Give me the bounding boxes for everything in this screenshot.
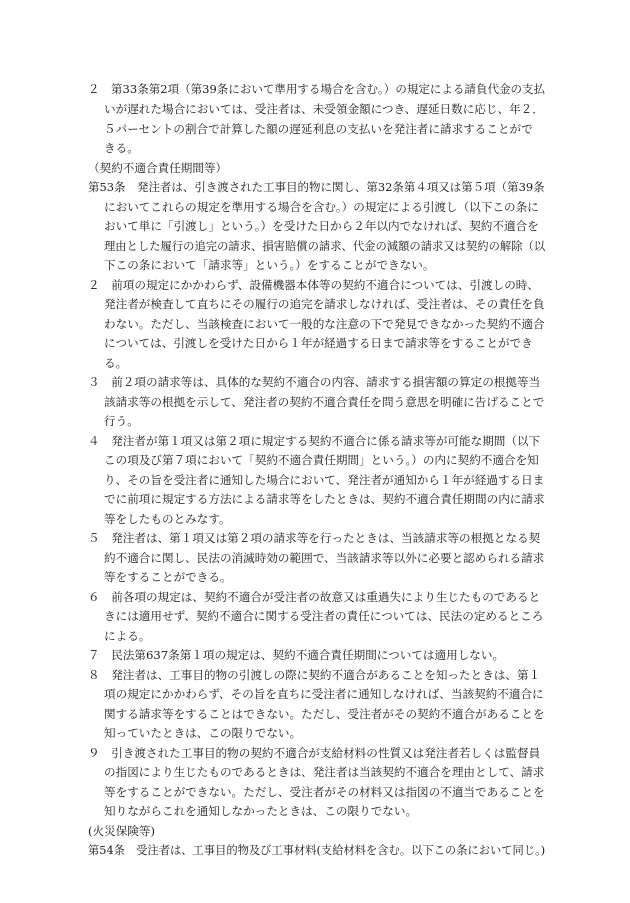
text-line: 理由とした履行の追完の請求、損害賠償の請求、代金の減額の請求又は契約の解除（以 — [104, 239, 546, 253]
text-line: ３ 前２項の請求等は、具体的な契約不適合の内容、請求する損害額の算定の根拠等当 — [88, 375, 541, 389]
article-heading-line: 第54条 受注者は、工事目的物及び工事材料(支給材料を含む。以下この条において同じ。) — [88, 843, 546, 857]
text-line: ６ 前各項の規定は、契約不適合が受注者の故意又は重過失により生じたものであると — [88, 590, 541, 604]
text-line: においてこれらの規定を準用する場合を含む。）の規定による引渡し（以下この条に — [104, 200, 539, 214]
text-line: については、引渡しを受けた日から１年が経過する日まで請求等をすることができ — [104, 336, 533, 350]
article-heading-line: 第53条 発注者は、引き渡された工事目的物に関し、第32条第４項又は第５項（第39条 — [88, 180, 545, 194]
text-line: 約不適合に関し、民法の消滅時効の範囲で、当該請求等以外に必要と認められる請求 — [104, 551, 545, 565]
text-line: きる。 — [104, 141, 139, 155]
section-heading: （契約不適合責任期間等） — [88, 161, 228, 175]
text-line: 関する請求等をすることはできない。ただし、受注者がその契約不適合があることを — [104, 707, 545, 721]
text-line: でに前項に規定する方法による請求等をしたときは、契約不適合責任期間の内に請求 — [104, 492, 545, 506]
text-line: の指図により生じたものであるときは、発注者は当該契約不適合を理由として、請求 — [104, 765, 545, 779]
text-line: ７ 民法第637条第１項の規定は、契約不適合責任期間については適用しない。 — [88, 648, 505, 662]
text-line: 知りながらこれを通知しなかったときは、この限りでない。 — [104, 804, 418, 818]
text-line: ９ 引き渡された工事目的物の契約不適合が支給材料の性質又は発注者若しくは監督員 — [88, 746, 541, 760]
text-line: 該請求等の根拠を示して、発注者の契約不適合責任を問う意思を明確に告げることで — [104, 395, 545, 409]
text-line: 項の規定にかかわらず、その旨を直ちに受注者に通知しなければ、当該契約不適合に — [104, 687, 544, 701]
text-line: この項及び第７項において「契約不適合責任期間」という。）の内に契約不適合を知 — [104, 453, 539, 467]
text-line: ４ 発注者が第１項又は第２項に規定する契約不適合に係る請求等が可能な期間（以下 — [88, 434, 541, 448]
text-line: おいて単に「引渡し」という。）を受けた日から２年以内でなければ、契約不適合を — [104, 219, 539, 233]
text-line: 行う。 — [104, 414, 139, 428]
text-line: る。 — [104, 356, 128, 370]
text-line: ２ 第33条第2項（第39条において準用する場合を含む。）の規定による請負代金の支払 — [88, 82, 546, 96]
text-line: 等をすることができない。ただし、受注者がその材料又は指図の不適当であることを — [104, 785, 545, 799]
text-line: ２ 前項の規定にかかわらず、設備機器本体等の契約不適合については、引渡しの時、 — [88, 278, 539, 292]
text-line: ５ 発注者は、第１項又は第２項の請求等を行ったときは、当該請求等の根拠となる契 — [88, 531, 541, 545]
section-heading: (火災保険等) — [88, 824, 156, 838]
text-line: による。 — [104, 629, 151, 643]
text-line: 知っていたときは、この限りでない。 — [104, 726, 302, 740]
text-line: いが遅れた場合においては、受注者は、未受領金額につき、遅延日数に応じ、年２． — [104, 102, 544, 116]
text-line: ８ 発注者は、工事目的物の引渡しの際に契約不適合があることを知ったときは、第１ — [88, 668, 541, 682]
text-line: きには適用せず、契約不適合に関する受注者の責任については、民法の定めるところ — [104, 609, 544, 623]
text-line: 等をしたものとみなす。 — [104, 512, 231, 526]
text-line: ５パーセントの割合で計算した額の遅延利息の支払いを発注者に請求することがで — [104, 122, 533, 136]
text-line: り、その旨を受注者に通知した場合において、発注者が通知から１年が経過する日ま — [104, 473, 545, 487]
text-line: わない。ただし、当該検査において一般的な注意の下で発見できなかった契約不適合 — [104, 317, 545, 331]
text-line: 発注者が検査して直ちにその履行の追完を請求しなければ、受注者は、その責任を負 — [104, 297, 545, 311]
text-line: 等をすることができる。 — [104, 570, 232, 584]
text-line: 下この条において「請求等」という。）をすることができない。 — [104, 258, 435, 272]
